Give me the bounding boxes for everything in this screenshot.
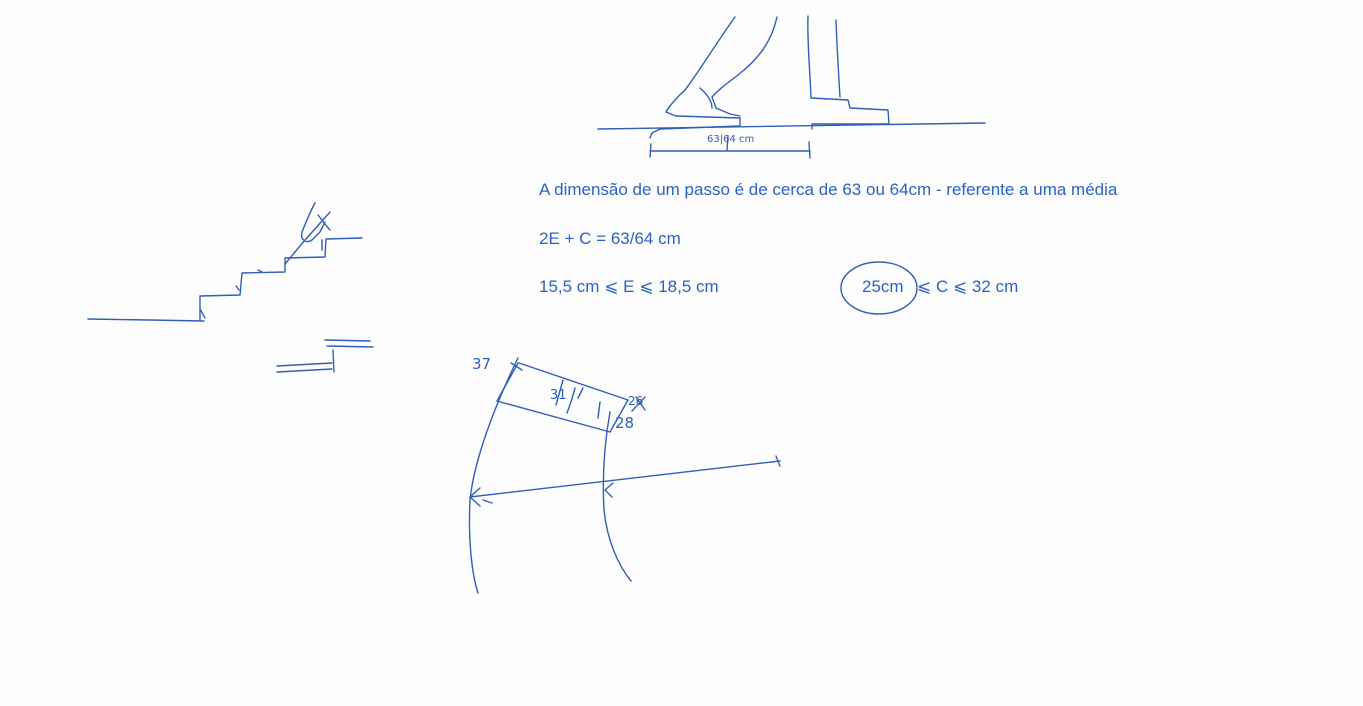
footstep-sketch (598, 16, 985, 158)
curved-stair-sketch (469, 358, 780, 593)
arc-crossed-label: 26 (628, 394, 644, 408)
arc-inner-label: 28 (615, 414, 635, 432)
tread-min-value: 25cm (862, 277, 904, 296)
step-measure-label: 63|64 cm (707, 134, 755, 145)
arc-outer-label: 37 (472, 355, 492, 373)
riser-range-note: 15,5 cm ⩽ E ⩽ 18,5 cm (539, 277, 719, 296)
step-dimension-note: A dimensão de um passo é de cerca de 63 ou 64cm - referente a uma média (539, 180, 1118, 199)
tread-range-note: ⩽ C ⩽ 32 cm (917, 277, 1019, 296)
arc-middle-label: 31 (550, 388, 567, 403)
formula-note: 2E + C = 63/64 cm (539, 229, 681, 248)
stairs-sketch (88, 203, 373, 372)
